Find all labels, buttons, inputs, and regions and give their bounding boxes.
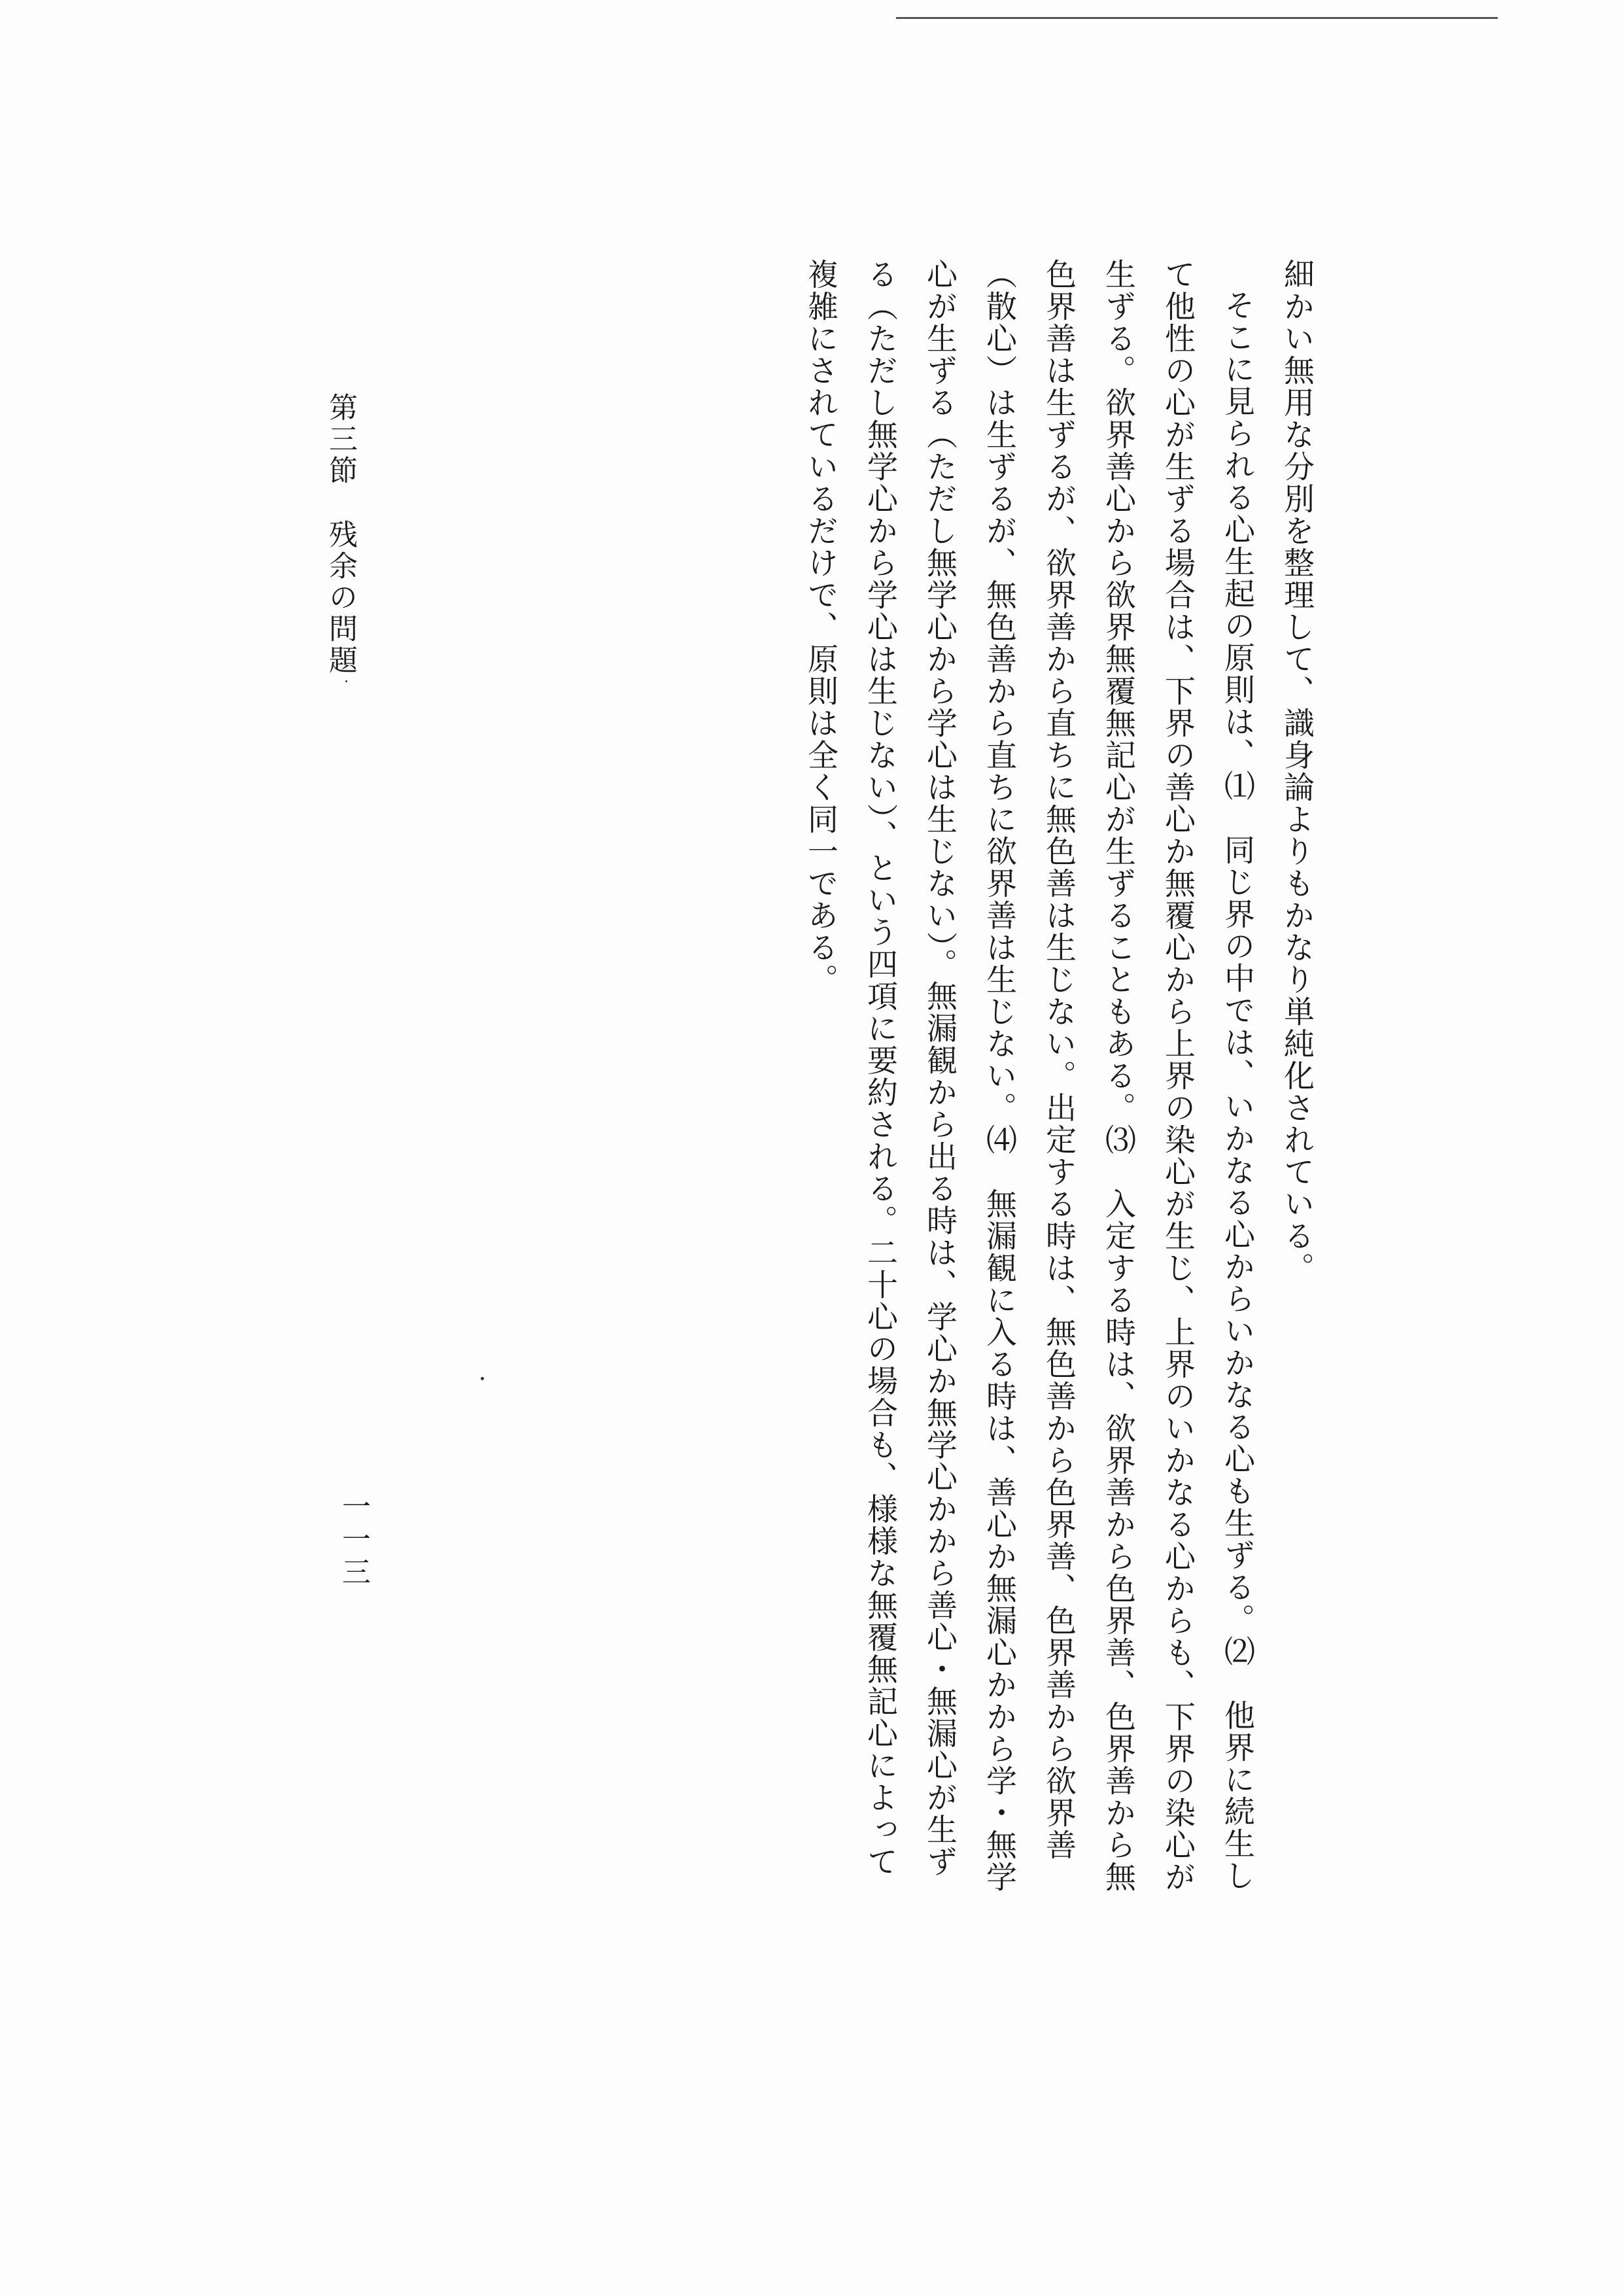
top-rule — [896, 17, 1498, 19]
paragraph-1: 細かい無用な分別を整理して、識身論よりもかなり単純化されている。 — [1279, 258, 1315, 1284]
scan-speck — [345, 680, 347, 682]
scan-speck — [481, 1377, 484, 1380]
paragraph-2: そこに見られる心生起の原則は、⑴ 同じ界の中では、いかなる心からいかなる心も生ずる。⑵ 他界に続生して他性の心が生ずる場合は、下界の善心か無覆心から上界の染心が生じ、上界のいかなる心からも、下界の染心が生ずる。欲界善心から欲界無覆無記心が生ずることもある。⑶ 入定する時は、欲界善から色界善、色界善から無色界善は生ずるが、欲界善から直ちに無色善は生じない。出定する時は、無色善から色界善、色界善から欲界善（散心）は生ずるが、無色善から直ちに欲界善は生じない。⑷ 無漏観に入る時は、善心か無漏心かから学・無学心が生ずる（ただし無学心から学心は生じない）。無漏観から出る時は、学心か無学心かから善心・無漏心が生ずる（ただし無学心から学心は生じない）、という四項に要約される。二十心の場合も、様様な無覆無記心によって複雑にされているだけで、原則は全く同一である。 — [803, 258, 1255, 1893]
running-head-title: 残余の問題 — [324, 519, 357, 676]
running-head-section: 第三節 — [324, 392, 357, 487]
page-number: 一一三 — [337, 1491, 370, 1590]
body-text — [791, 258, 1326, 1894]
running-head — [319, 392, 361, 676]
